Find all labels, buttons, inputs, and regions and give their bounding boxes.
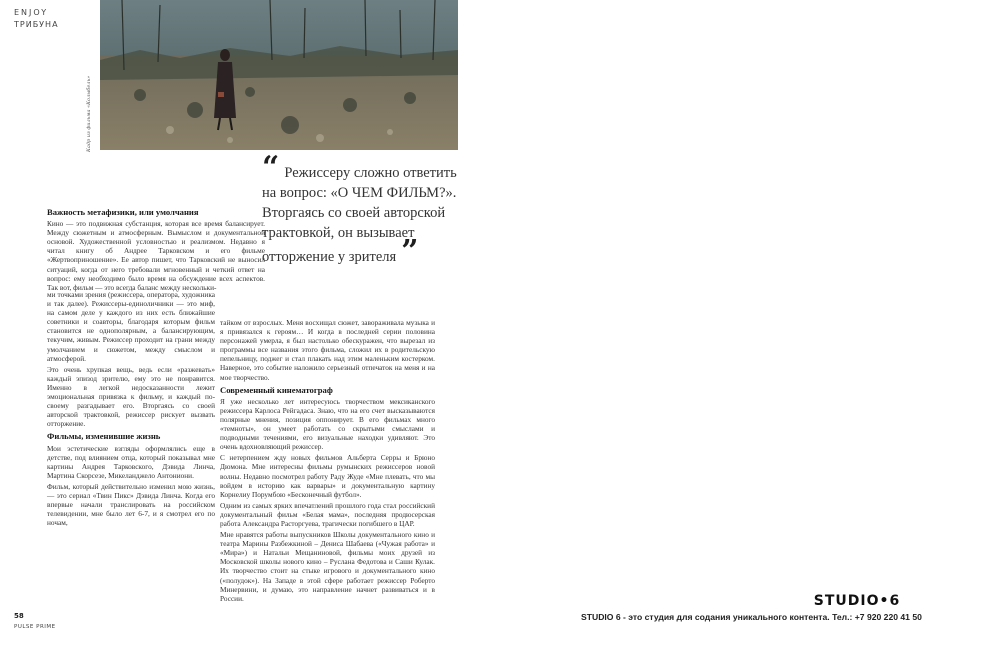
magazine-brand: ENJOY — [14, 8, 49, 17]
paragraph: С нетерпением жду новых фильмов Альберта Серры и Брюно Дюмона. Мне интересны фильмы румынских режиссеров новой волны. Недавно посмотрел работу Раду Жуде «Мне плевать, что мы войдем в историю как варвары» и документальную картину Корнелиу Порумбою «Бесконечный футбол». — [220, 453, 435, 499]
section-label: ТРИБУНА — [14, 20, 59, 29]
magazine-name: PULSE PRIME — [14, 624, 56, 630]
page-number: 58 — [14, 612, 24, 620]
photo-caption: Кадр из фильма «Колыбель» — [86, 75, 92, 152]
paragraph: Мои эстетические взгляды оформлялись еще в детстве, под влиянием отца, который показывал мне картины Андрея Тарковского, Дэвида Линча, Мартина Скорсезе, Микеланджело Антониони. — [47, 443, 215, 480]
section-heading: Современный кинематограф — [220, 384, 333, 395]
paragraph: тайком от взрослых. Меня восхищал сюжет, завораживала музыка и я привязался к героям… И когда в последней серии половина персонажей умерла, я был настолько обескуражен, что вырезал из программы все названия этого фильма, сложил их в родительскую пепельницу, поджег и стал плакать над этим маленьким костерком. Наверное, это событие наложило серьезный отпечаток на меня и на мое творчество. — [220, 318, 435, 382]
paragraph: ми точками зрения (режиссера, оператора, художника и так далее). Режиссеры-единоличники — это миф, на самом деле у каждого из них есть ближайшие советники и соавторы, благодаря которым фильм становится не однополярным, а балансирующим, текучим, живым. Режиссер проходит на грани между умолчанием и сюжетом, между смыслом и атмосферой. — [47, 290, 215, 363]
article-column-1-bottom — [47, 290, 215, 529]
quote-close-mark: ” — [401, 234, 419, 269]
article-column-1-top — [47, 204, 265, 294]
paragraph: Я уже несколько лет интересуюсь творчеством мексиканского режиссера Карлоса Рейгадаса. Знаю, что на его счет высказываются полярные мнения, позиция оппонирует. В его фильмах много «темноты», он умеет работать со скрытыми смыслами и подводными течениями, его визуальные находки удивляют. Это очень вдохновляющий режиссер. — [220, 396, 435, 452]
article-column-2 — [220, 318, 435, 605]
quote-open-mark: “ — [262, 150, 280, 185]
pull-quote — [262, 150, 462, 269]
paragraph: Одним из самых ярких впечатлений прошлого года стал российский документальный фильм «Белая мама», последняя продюсерская работа Александра Расторгуева, трагически погибшего в ЦАР. — [220, 500, 435, 528]
film-still-photo — [100, 0, 458, 150]
paragraph: Мне нравятся работы выпускников Школы документального кино и театра Марины Разбежкиной – Дениса Шабаева («Чужая работа» и «Мира») и Натальи Мещаниновой, фильмы моих друзей из Московской школы нового кино – Руслана Федотова и Саши Кулак. Их творчество стоит на стыке игрового и документального кино («полудок»). На Западе в этой сфере работает режиссер Роберто Минервини, и думаю, это направление начнет развиваться и в России. — [220, 530, 435, 603]
studio-contact-line: STUDIO 6 - это студия для содания уникального контента. Тел.: +7 920 220 41 50 — [581, 612, 922, 622]
film-still-illustration — [100, 0, 458, 150]
paragraph: Это очень хрупкая вещь, ведь если «разжевать» каждый эпизод зрителю, ему это не понравится. Именно в легкой недосказанности лежит эмоциональная привязка к фильму, и каждый по-своему разгадывает его. Вторгаясь со своей авторской трактовкой, режиссер рискует вызвать отторжение. — [47, 364, 215, 429]
logo-text: STUDIO•6 — [813, 593, 901, 608]
paragraph: Кино — это подвижная субстанция, которая все время балансирует. Между сюжетным и атмосферным. Вымыслом и документальной основой. Художественной условностью и реализмом. Недавно я читал книгу об Андрее Тарковском и его фильме «Жертвоприношение». Ее автор пишет, что Тарковский не выносил ситуаций, когда от него требовали мгновенный и четкий ответ на вопрос: ему необходимо было время на обсуждение всех аспектов. Так вот, фильм — это всегда баланс между нескольки- — [47, 219, 265, 292]
quote-text: Режиссеру сложно ответить на вопрос: «О ЧЕМ ФИЛЬМ?». Вторгаясь со своей авторской трактовкой, он вызывает отторжение у зрителя — [262, 165, 457, 265]
section-heading: Фильмы, изменившие жизнь — [47, 431, 161, 442]
paragraph: Фильм, который действительно изменил мою жизнь, — это сериал «Твин Пикс» Дэвида Линча. Когда его впервые начали транслировать на российском телевидении, мне было лет 6-7, и я смотрел его по ночам, — [47, 481, 215, 528]
studio-logo — [800, 592, 914, 608]
section-heading: Важность метафизики, или умолчания — [47, 207, 199, 217]
